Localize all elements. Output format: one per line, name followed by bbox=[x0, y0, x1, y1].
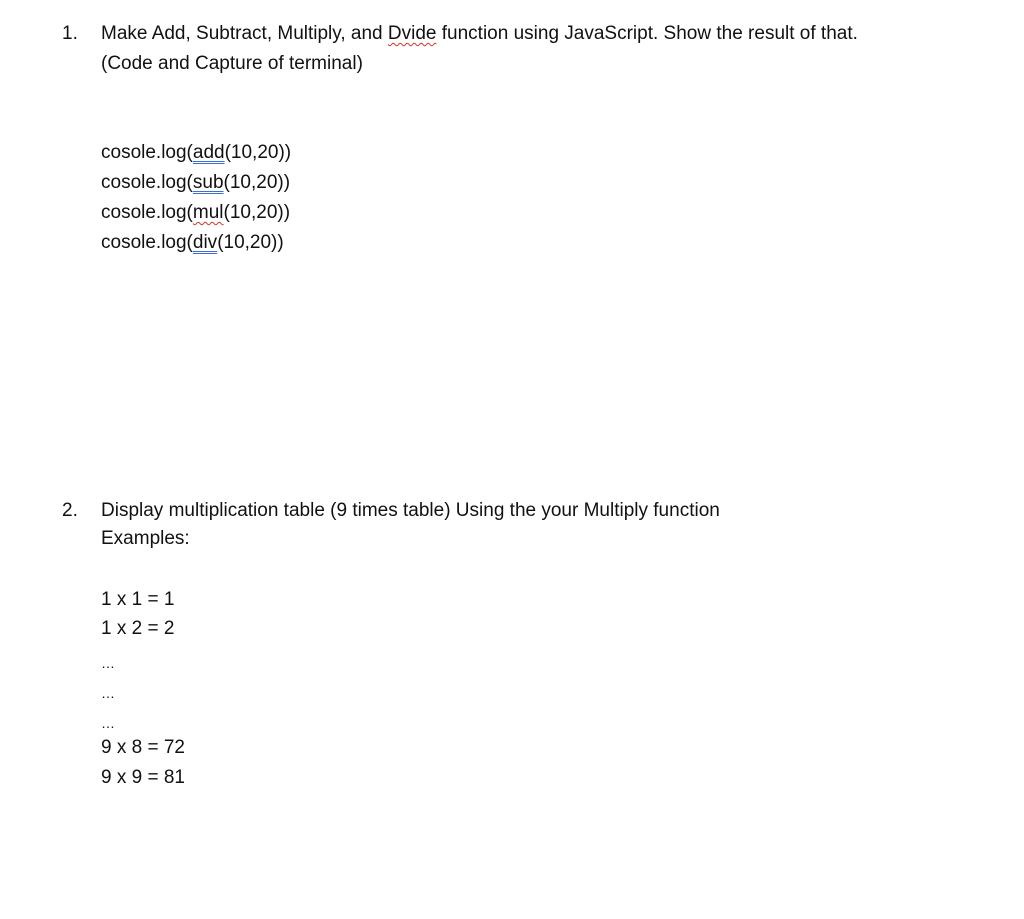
question-1-text-end: function using JavaScript. Show the result of that. bbox=[436, 23, 858, 44]
code-call-sub[interactable]: sub bbox=[192, 172, 224, 193]
question-1-text bbox=[101, 19, 858, 49]
code-args: (10,20)) bbox=[217, 232, 284, 253]
example-line: 1 x 1 = 1 bbox=[101, 589, 175, 610]
example-line: 9 x 9 = 81 bbox=[101, 767, 185, 788]
example-line: 9 x 8 = 72 bbox=[101, 737, 185, 758]
question-1-number: 1. bbox=[62, 23, 78, 44]
code-line bbox=[101, 138, 291, 168]
example-ellipsis: … bbox=[101, 715, 115, 731]
code-line bbox=[101, 228, 284, 258]
code-line bbox=[101, 198, 290, 228]
code-call-add[interactable]: add bbox=[192, 142, 225, 163]
example-line: 1 x 2 = 2 bbox=[101, 618, 175, 639]
question-1-subtext: (Code and Capture of terminal) bbox=[101, 53, 363, 74]
example-ellipsis: … bbox=[101, 685, 115, 701]
code-prefix: cosole.log( bbox=[101, 172, 193, 193]
example-ellipsis: … bbox=[101, 655, 115, 671]
code-args: (10,20)) bbox=[223, 202, 291, 223]
question-1-text-start: Make Add, Subtract, Multiply, and bbox=[101, 23, 388, 44]
question-2-text: Display multiplication table (9 times table) Using the your Multiply function bbox=[101, 500, 720, 521]
misspelled-word[interactable]: Dvide bbox=[387, 23, 437, 44]
code-prefix: cosole.log( bbox=[101, 202, 193, 223]
code-call-mul[interactable]: mul bbox=[192, 202, 224, 223]
code-line bbox=[101, 168, 290, 198]
code-prefix: cosole.log( bbox=[101, 142, 193, 163]
code-args: (10,20)) bbox=[224, 142, 292, 163]
question-2-subtext: Examples: bbox=[101, 528, 190, 549]
code-args: (10,20)) bbox=[223, 172, 291, 193]
code-call-div[interactable]: div bbox=[192, 232, 218, 253]
question-2-number: 2. bbox=[62, 500, 78, 521]
code-prefix: cosole.log( bbox=[101, 232, 193, 253]
